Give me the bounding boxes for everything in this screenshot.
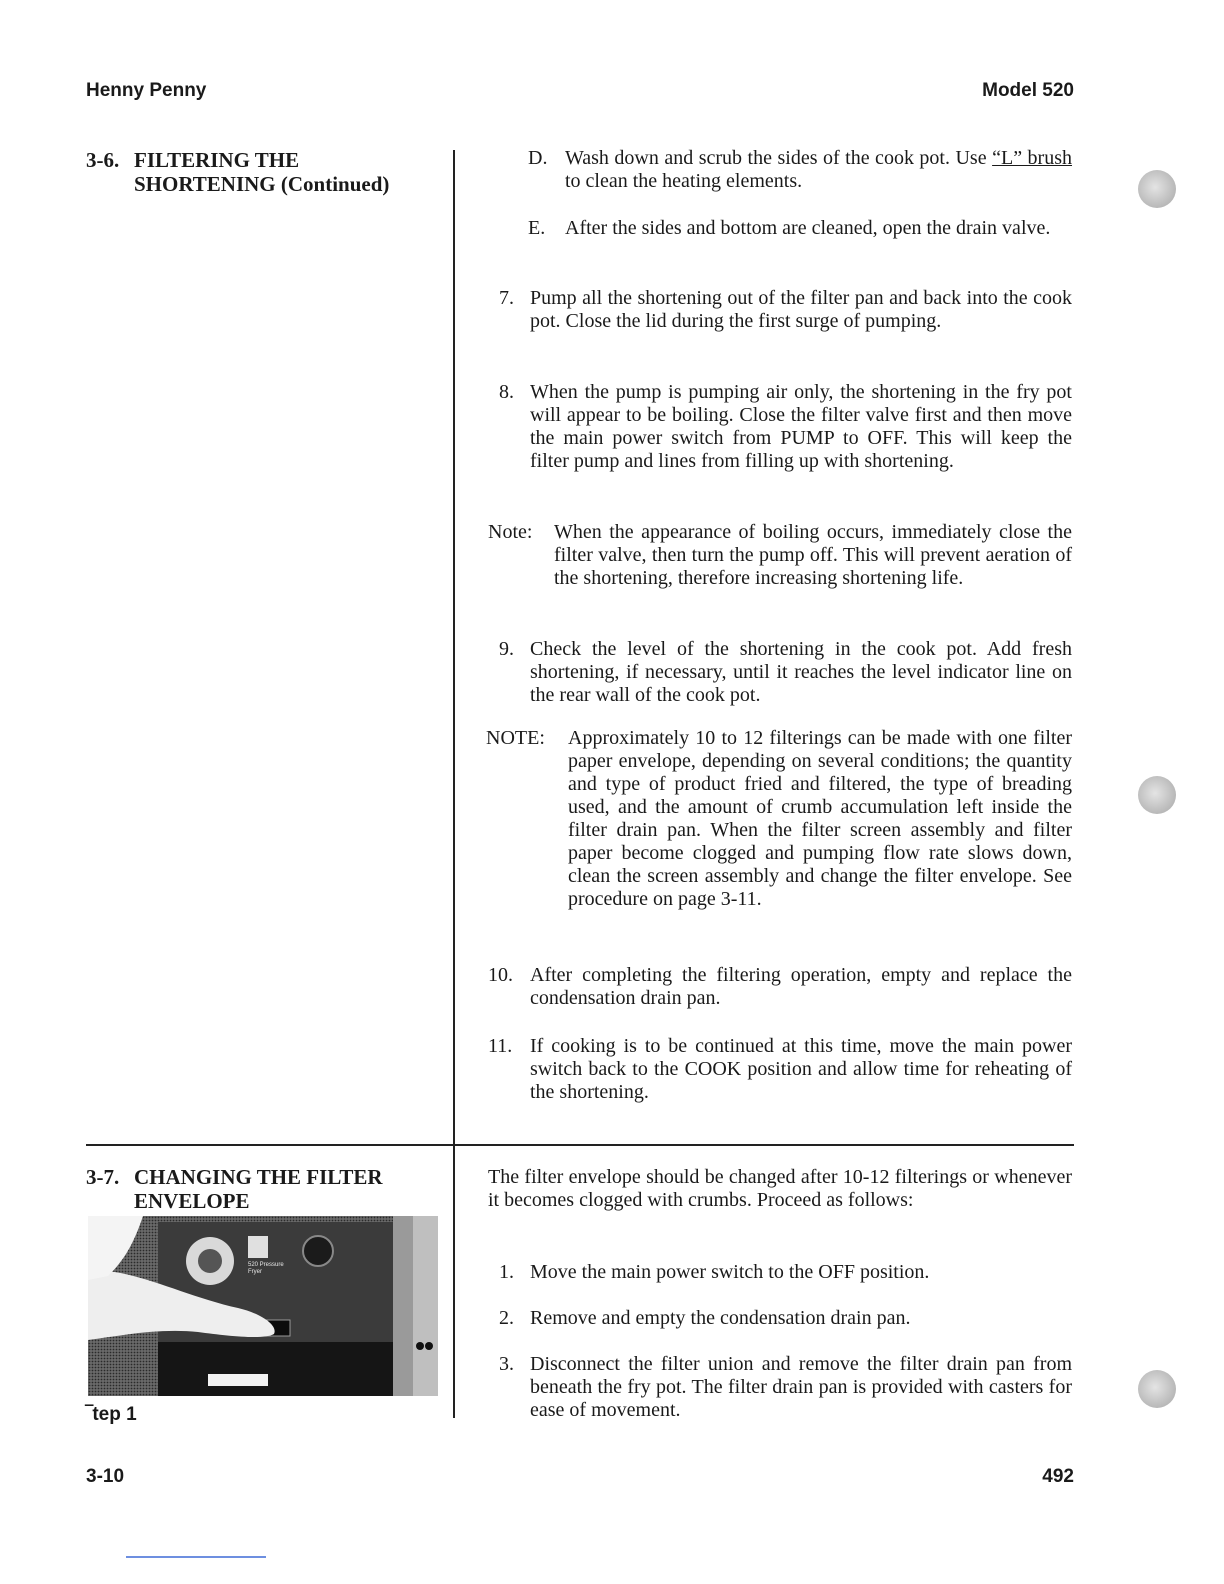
punch-hole-bottom	[1138, 1370, 1176, 1408]
step2-3: 3. Disconnect the filter union and remove the filter drain pan from beneath the fry pot. The filter drain pan is provided with casters for ease of movement.	[499, 1353, 1072, 1421]
step-11: 11. If cooking is to be continued at this time, move the main power switch back to the COOK position and allow time for reheating of the shortening.	[488, 1035, 1072, 1103]
note-filterings: NOTE: Approximately 10 to 12 filterings can be made with one filter paper envelope, depending on several conditions; the quantity and type of product fried and filtered, the type of breading used, and the amount of crumb accumulation left inside the filter drain pan. When the filter screen assembly and filter paper become clogged and pumping flow rate slows down, clean the screen assembly and change the filter envelope. See procedure on page 3-11.	[486, 727, 1072, 910]
punch-hole-top	[1138, 170, 1176, 208]
fryer-photo-illustration	[88, 1216, 438, 1396]
section-title-filtering: 3-6. FILTERING THE SHORTENING (Continued)	[86, 148, 390, 196]
scan-artifact-line	[126, 1556, 266, 1558]
fryer-control-panel-photo	[88, 1216, 438, 1396]
page-number-left: 3-10	[86, 1466, 125, 1487]
punch-hole-middle	[1138, 776, 1176, 814]
step-d: D. Wash down and scrub the sides of the cook pot. Use “L” brush to clean the heating elements.	[528, 147, 1073, 192]
section-divider	[86, 1144, 1074, 1146]
page-number-right: 492	[1042, 1466, 1074, 1487]
note-boiling: Note: When the appearance of boiling occurs, immediately close the filter valve, then turn the pump off. This will prevent aeration of the shortening, therefore increasing shortening life.	[488, 521, 1072, 589]
section-title-changing-filter: 3-7. CHANGING THE FILTER ENVELOPE	[86, 1165, 383, 1213]
photo-caption: ‾tep 1	[86, 1404, 137, 1425]
step2-1: 1. Move the main power switch to the OFF position.	[499, 1261, 930, 1283]
header-brand: Henny Penny	[86, 80, 207, 101]
photo-panel-label: 520 Pressure Fryer	[248, 1262, 284, 1275]
step-8: 8. When the pump is pumping air only, the shortening in the fry pot will appear to be boiling. Close the filter valve first and then move the main power switch from PUMP to OFF. This will keep the filter pump and lines from filling up with shortening.	[499, 381, 1072, 472]
step-10: 10. After completing the filtering operation, empty and replace the condensation drain pan.	[488, 964, 1072, 1009]
step-7: 7. Pump all the shortening out of the filter pan and back into the cook pot. Close the lid during the first surge of pumping.	[499, 287, 1072, 332]
step2-2: 2. Remove and empty the condensation drain pan.	[499, 1307, 911, 1329]
step-e: E. After the sides and bottom are cleaned, open the drain valve.	[528, 217, 1051, 239]
column-divider	[453, 150, 455, 1418]
step-9: 9. Check the level of the shortening in the cook pot. Add fresh shortening, if necessary, until it reaches the level indicator line on the rear wall of the cook pot.	[499, 638, 1072, 706]
header-model: Model 520	[982, 80, 1074, 101]
filter-intro: The filter envelope should be changed after 10-12 filterings or whenever it becomes clogged with crumbs. Proceed as follows:	[488, 1166, 1072, 1211]
